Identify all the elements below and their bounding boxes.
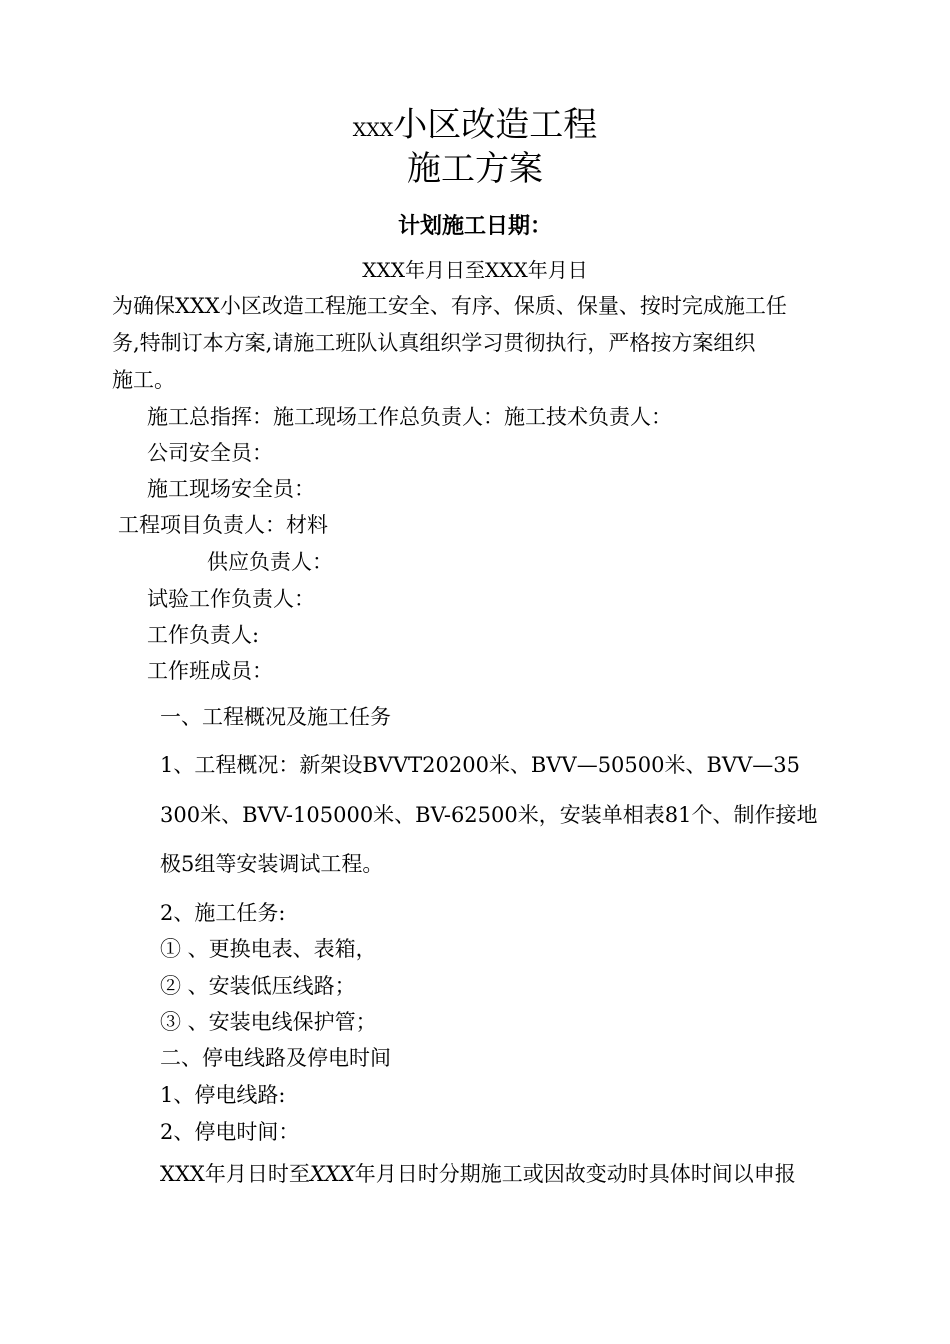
- personnel-line: 工程项目负责人：材料: [118, 513, 328, 537]
- document-subtitle: 施工方案: [407, 149, 543, 189]
- section-heading: 一、工程概况及施工任务: [160, 705, 391, 729]
- plan-date-range: XXX年月日至XXX年月日: [362, 258, 588, 282]
- overview-line: 极5组等安装调试工程。: [160, 852, 384, 876]
- outage-time-detail-part: 年月日时分期施工或因故变动时具体时间以申报: [354, 1162, 796, 1186]
- personnel-line: 工作负责人:: [147, 623, 260, 647]
- outage-time-detail: [160, 1164, 796, 1185]
- outage-line-item: 1、停电线路:: [160, 1083, 286, 1107]
- personnel-line: 施工总指挥：施工现场工作总负责人：施工技术负责人：: [147, 405, 672, 429]
- outage-time-detail-part: XXX年月日时至: [160, 1162, 310, 1186]
- task-item: ② 、安装低压线路；: [160, 974, 356, 998]
- document-title: [0, 105, 950, 145]
- intro-line: 为确保XXX小区改造工程施工安全、有序、保质、保量、按时完成施工任: [112, 294, 787, 318]
- personnel-line: 供应负责人：: [207, 550, 333, 574]
- plan-date-label: 计划施工日期：: [397, 214, 552, 239]
- personnel-line: 试验工作负责人：: [147, 587, 315, 611]
- title-main: 小区改造工程: [393, 105, 598, 145]
- task-item: ③ 、安装电线保护管；: [160, 1010, 377, 1034]
- title-prefix: XXX: [352, 119, 394, 141]
- personnel-line: 工作班成员：: [147, 659, 273, 683]
- personnel-line: 公司安全员：: [147, 441, 273, 465]
- personnel-line: 施工现场安全员：: [147, 477, 315, 501]
- overview-line: 1、工程概况：新架设BVVT20200米、BVV—50500米、BVV—35: [160, 753, 800, 777]
- intro-line: 施工。: [112, 368, 175, 392]
- outage-time-item: 2、停电时间：: [160, 1120, 300, 1144]
- overview-line: 300米、BVV-105000米、BV-62500米，安装单相表81个、制作接地: [160, 803, 818, 827]
- tasks-heading: 2、施工任务:: [160, 901, 286, 925]
- intro-line: 务,特制订本方案,请施工班队认真组织学习贯彻执行，严格按方案组织: [112, 331, 756, 355]
- section-heading: 二、停电线路及停电时间: [160, 1046, 391, 1070]
- outage-time-detail-part: XXX: [309, 1162, 355, 1186]
- task-item: ① 、更换电表、表箱，: [160, 937, 377, 961]
